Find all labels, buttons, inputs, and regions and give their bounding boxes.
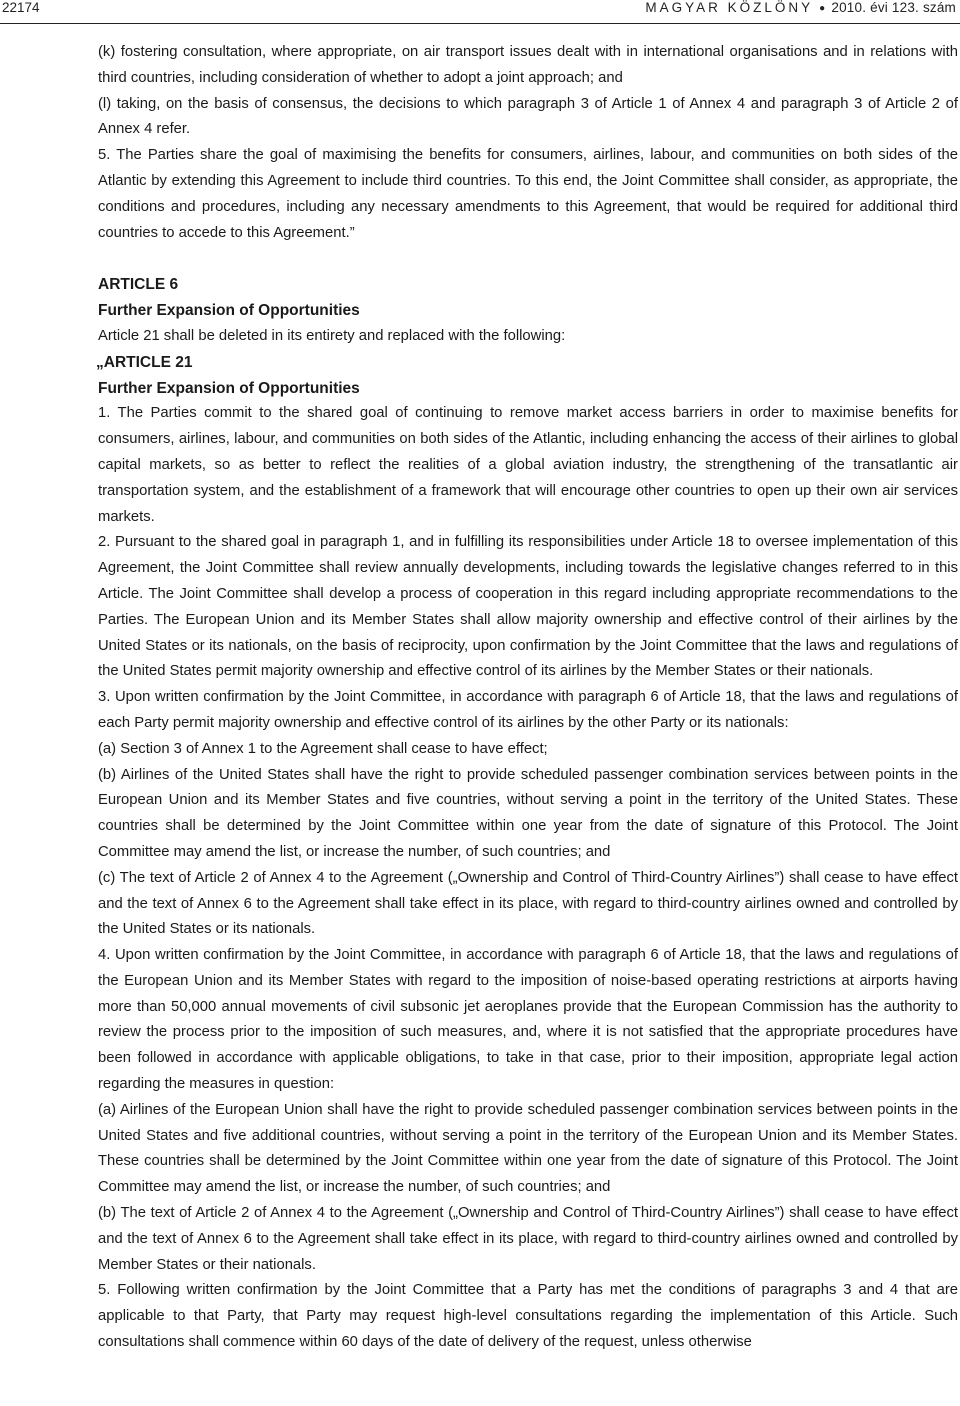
paragraph-4a: (a) Airlines of the European Union shall have the right to provide scheduled passenger combination services between points in the United States and five additional countries, without serving a point in the territory of the European Union and its Member States. These countries shall be determined by the Joint Committee within one year from the date of signature of this Protocol. The Joint Committee may amend the list, or increase the number, of such countries; and — [98, 1101, 958, 1196]
header-divider — [0, 23, 960, 24]
article-heading: ARTICLE 6 — [98, 276, 179, 294]
paragraph-l: (l) taking, on the basis of consensus, the decisions to which paragraph 3 of Article 1 of Annex 4 and paragraph 3 of Article 2 of Annex 4 refer. — [98, 95, 958, 138]
page-header — [0, 0, 960, 22]
paragraph-1: 1. The Parties commit to the shared goal of continuing to remove market access barriers in order to maximise benefits for consumers, airlines, labour, and communities on both sides of the Atlantic, including enhancing the access of their airlines to global capital markets, so as better to reflect the realities of a global aviation industry, the strengthening of the transatlantic air transportation system, and the establishment of a framework that will encourage other countries to open up their own air services markets. — [98, 405, 958, 525]
page-number: 22174 — [2, 0, 40, 15]
gazette-name: MAGYAR KÖZLÖNY — [645, 0, 814, 15]
paragraph-3: 3. Upon written confirmation by the Joint Committee, in accordance with paragraph 6 of Article 18, that the laws and regulations of each Party permit majority ownership and effective control of its airlines by the other Party or its nationals: — [98, 689, 958, 731]
paragraph-4: 4. Upon written confirmation by the Joint Committee, in accordance with paragraph 6 of Article 18, that the laws and regulations of the European Union and its Member States with regard to the imposition of noise-based operating restrictions at airports having more than 50,000 annual movements of civil subsonic jet aeroplanes provide that the European Commission has the authority to review the process prior to the imposition of such measures, and, where it is not satisfied that the appropriate procedures have been followed in accordance with applicable obligations, to take in that case, prior to their imposition, appropriate legal action regarding the measures in question: — [98, 947, 958, 1093]
paragraph-4b: (b) The text of Article 2 of Annex 4 to the Agreement („Ownership and Control of Third-Country Airlines”) shall cease to have effect and the text of Annex 6 to the Agreement shall take effect in its place, with regard to third-country airlines owned and controlled by Member States or their nationals. — [98, 1205, 958, 1273]
paragraph-3c: (c) The text of Article 2 of Annex 4 to the Agreement („Ownership and Control of Third-Country Airlines”) shall cease to have effect and the text of Annex 6 to the Agreement shall take effect in its place, with regard to third-country airlines owned and controlled by the United States or its nationals. — [98, 869, 958, 938]
paragraph-5: 5. Following written confirmation by the Joint Committee that a Party has met the conditions of paragraphs 3 and 4 that are applicable to that Party, that Party may request high-level consultations regarding the implementation of this Article. Such consultations shall commence within 60 days of the date of delivery of the request, unless otherwise — [98, 1282, 958, 1351]
quoted-article-subheading: Further Expansion of Opportunities — [98, 379, 360, 397]
bullet-separator-icon: ● — [819, 3, 826, 14]
paragraph-5-agreement: 5. The Parties share the goal of maximising the benefits for consumers, airlines, labour, and communities on both sides of the Atlantic by extending this Agreement to include third countries. To this end, the Joint Committee shall consider, as appropriate, the conditions and procedures, including any necessary amendments to this Agreement, that would be required for additional third countries to accede to this Agreement.” — [98, 147, 958, 241]
quoted-article-heading: „ARTICLE 21 — [96, 353, 193, 371]
issue-label: 2010. évi 123. szám — [831, 0, 956, 15]
paragraph-2: 2. Pursuant to the shared goal in paragraph 1, and in fulfilling its responsibilities under Article 18 to oversee implementation of this Agreement, the Joint Committee shall review annually developments, including towards the legislative changes referred to in this Article. The Joint Committee shall develop a process of cooperation in this regard including appropriate recommendations to the Parties. The European Union and its Member States shall allow majority ownership and effective control of their airlines by the United States or its nationals, on the basis of reciprocity, upon confirmation by the Joint Committee that the laws and regulations of the United States permit majority ownership and effective control of its airlines by the Member States or their nationals. — [98, 534, 958, 680]
amendment-intro: Article 21 shall be deleted in its entirety and replaced with the following: — [98, 327, 566, 344]
paragraph-k: (k) fostering consultation, where appropriate, on air transport issues dealt with in international organisations and in relations with third countries, including consideration of whether to adopt a joint approach; and — [98, 44, 958, 86]
section-spacer — [98, 246, 958, 272]
document-body — [98, 40, 958, 1356]
running-title — [645, 0, 956, 15]
paragraph-3b: (b) Airlines of the United States shall have the right to provide scheduled passenger combination services between points in the European Union and its Member States and five countries, without serving a point in the territory of the United States. These countries shall be determined by the Joint Committee within one year from the date of signature of this Protocol. The Joint Committee may amend the list, or increase the number, of such countries; and — [98, 766, 958, 860]
article-subheading: Further Expansion of Opportunities — [98, 302, 360, 320]
paragraph-3a: (a) Section 3 of Annex 1 to the Agreement shall cease to have effect; — [98, 740, 548, 757]
